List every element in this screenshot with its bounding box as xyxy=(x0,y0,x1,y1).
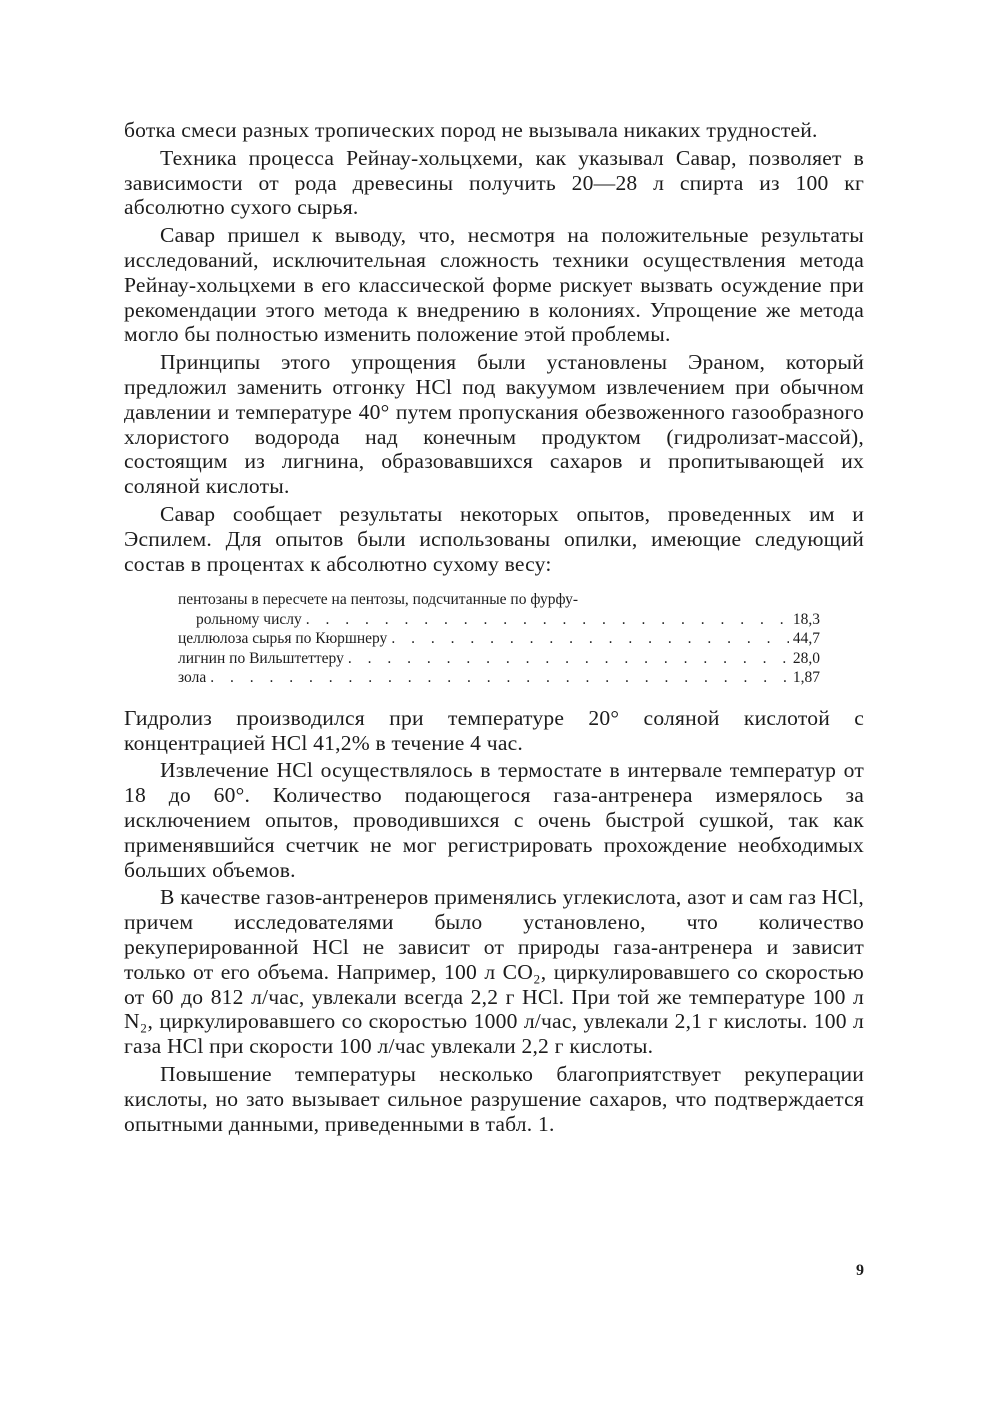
composition-label: целлюлоза сырья по Кюршнеру xyxy=(178,630,388,648)
paragraph: Извлечение HCl осуществлялось в термостате в интервале температур от 18 до 60°. Количество подающегося газа-антренера измерялось за исключением опытов, проводившихся с очень быстрой сушкой, так как применявшийся счетчик не мог регистрировать прохождение необходимых больших объемов. xyxy=(124,758,864,882)
composition-list xyxy=(178,590,820,688)
composition-row xyxy=(178,668,820,688)
composition-label: лигнин по Вильштеттеру xyxy=(178,649,344,667)
leader-dots xyxy=(391,629,789,649)
composition-value: 18,3 xyxy=(792,610,820,628)
composition-value: 28,0 xyxy=(792,649,820,667)
paragraph: Савар пришел к выводу, что, несмотря на положительные результаты исследований, исключительная сложность техники осуществления метода Рейнау-хольцхеми в его классической форме рискует вызвать осуждение при рекомендации этого метода к внедрению в колониях. Упрощение же метода могло бы полностью изменить положение этой проблемы. xyxy=(124,223,864,347)
composition-value: 44,7 xyxy=(792,630,820,648)
leader-dots xyxy=(210,668,789,688)
composition-value: 1,87 xyxy=(792,669,820,687)
composition-row xyxy=(178,610,820,630)
composition-first-line: пентозаны в пересчете на пентозы, подсчитанные по фурфу- xyxy=(178,591,579,609)
composition-label: рольному числу xyxy=(196,610,302,628)
paragraph: Повышение температуры несколько благоприятствует рекуперации кислоты, но зато вызывает сильное разрушение сахаров, что подтверждается опытными данными, приведенными в табл. 1. xyxy=(124,1062,864,1136)
composition-row xyxy=(178,629,820,649)
paragraph: Техника процесса Рейнау-хольцхеми, как указывал Савар, позволяет в зависимости от рода древесины получить 20—28 л спирта из 100 кг абсолютно сухого сырья. xyxy=(124,145,864,220)
paragraph: Принципы этого упрощения были установлены Эраном, который предложил заменить отгонку HCl под вакуумом извлечением при обычном давлении и температуре 40° путем пропускания обезвоженного газообразного хлористого водорода над конечным продуктом (гидролизат-массой), состоящим из лигнина, образовавшихся сахаров и пропитывающей их соляной кислоты. xyxy=(124,350,864,499)
leader-dots xyxy=(306,610,789,630)
text-block xyxy=(124,118,864,1136)
leader-dots xyxy=(348,649,789,669)
paragraph: Савар сообщает результаты некоторых опытов, проведенных им и Эспилем. Для опытов были использованы опилки, имеющие следующий состав в процентах к абсолютно сухому весу: xyxy=(124,501,864,576)
page-number: 9 xyxy=(856,1262,864,1279)
paragraph: В качестве газов-антренеров применялись углекислота, азот и сам газ HCl, причем исследователями было установлено, что количество рекуперированной HCl не зависит от природы газа-антренера и зависит только от его объема. Например, 100 л CO₂, циркулировавшего со скоростью от 60 до 812 л/час, увлекали всегда 2,2 г HCl. При той же температуре 100 л N₂, циркулировавшего со скоростью 1000 л/час, увлекали 2,1 г кислоты. 100 л газа HCl при скорости 100 л/час увлекали 2,2 г кислоты. xyxy=(124,885,864,1059)
paragraph: Гидролиз производился при температуре 20° соляной кислотой с концентрацией HCl 41,2% в течение 4 час. xyxy=(124,705,864,755)
composition-label: зола xyxy=(178,669,207,687)
paragraph: ботка смеси разных тропических пород не вызывала никаких трудностей. xyxy=(124,118,818,142)
composition-row xyxy=(178,649,820,669)
